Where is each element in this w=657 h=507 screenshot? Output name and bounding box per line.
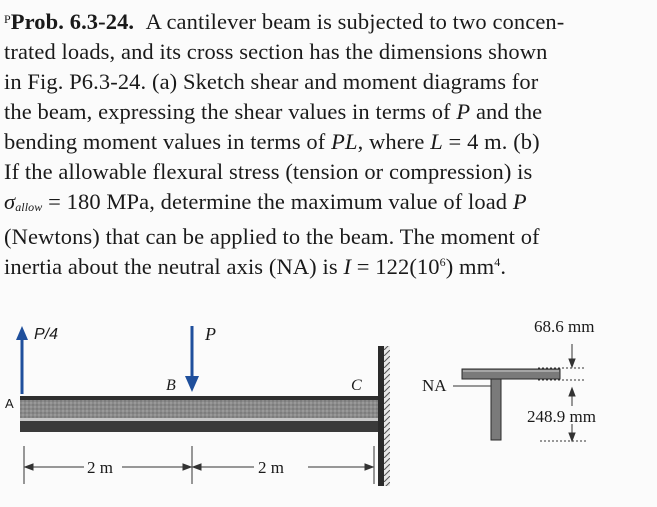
dimension-label-flange: 68.6 mm — [534, 317, 595, 336]
load-label-p4: P/4 — [34, 326, 59, 343]
dimension-label-ab: 2 m — [87, 458, 113, 477]
point-label-b: B — [166, 377, 176, 394]
neutral-axis-label: NA — [422, 376, 447, 395]
beam-figure — [0, 296, 657, 507]
load-arrow-p4 — [16, 326, 28, 394]
cross-section-dimension-marks — [538, 344, 586, 441]
point-label-a: A — [5, 396, 14, 411]
problem-line-2: trated loads, and its cross section has the dimensions shown — [4, 39, 548, 64]
problem-line-9: inertia about the neutral axis (NA) is $I = 122(10^6)$ $mm^4$. — [4, 254, 507, 279]
fixed-wall — [378, 346, 390, 486]
problem-line-8: (Newtons) that can be applied to the beam. The moment of — [4, 224, 540, 249]
problem-statement — [4, 4, 654, 282]
problem-line-3: in Fig. P6.3-24. (a) Sketch shear and moment diagrams for — [4, 69, 539, 94]
problem-number: Prob. 6.3-24. — [10, 9, 135, 34]
load-label-p: P — [205, 324, 216, 344]
dimension-label-depth: 248.9 mm — [527, 407, 596, 426]
dimension-label-bc: 2 m — [258, 458, 284, 477]
point-label-c: C — [351, 377, 362, 394]
problem-line-5: bending moment values in terms of PL, where L = 4 m. (b) — [4, 129, 540, 154]
load-arrow-p — [185, 326, 199, 392]
dimension-lines — [24, 446, 374, 484]
problem-line-1: $^P$Prob. 6.3-24. A cantilever beam is subjected to two concen- — [4, 9, 565, 34]
problem-line-7: σallow = 180 MPa, determine the maximum value of load P — [4, 189, 527, 214]
beam — [20, 396, 378, 432]
problem-line-6: If the allowable flexural stress (tension or compression) is — [4, 159, 533, 184]
t-cross-section — [462, 369, 560, 440]
problem-prefix: P — [4, 12, 11, 26]
problem-line-4: the beam, expressing the shear values in terms of P and the — [4, 99, 543, 124]
